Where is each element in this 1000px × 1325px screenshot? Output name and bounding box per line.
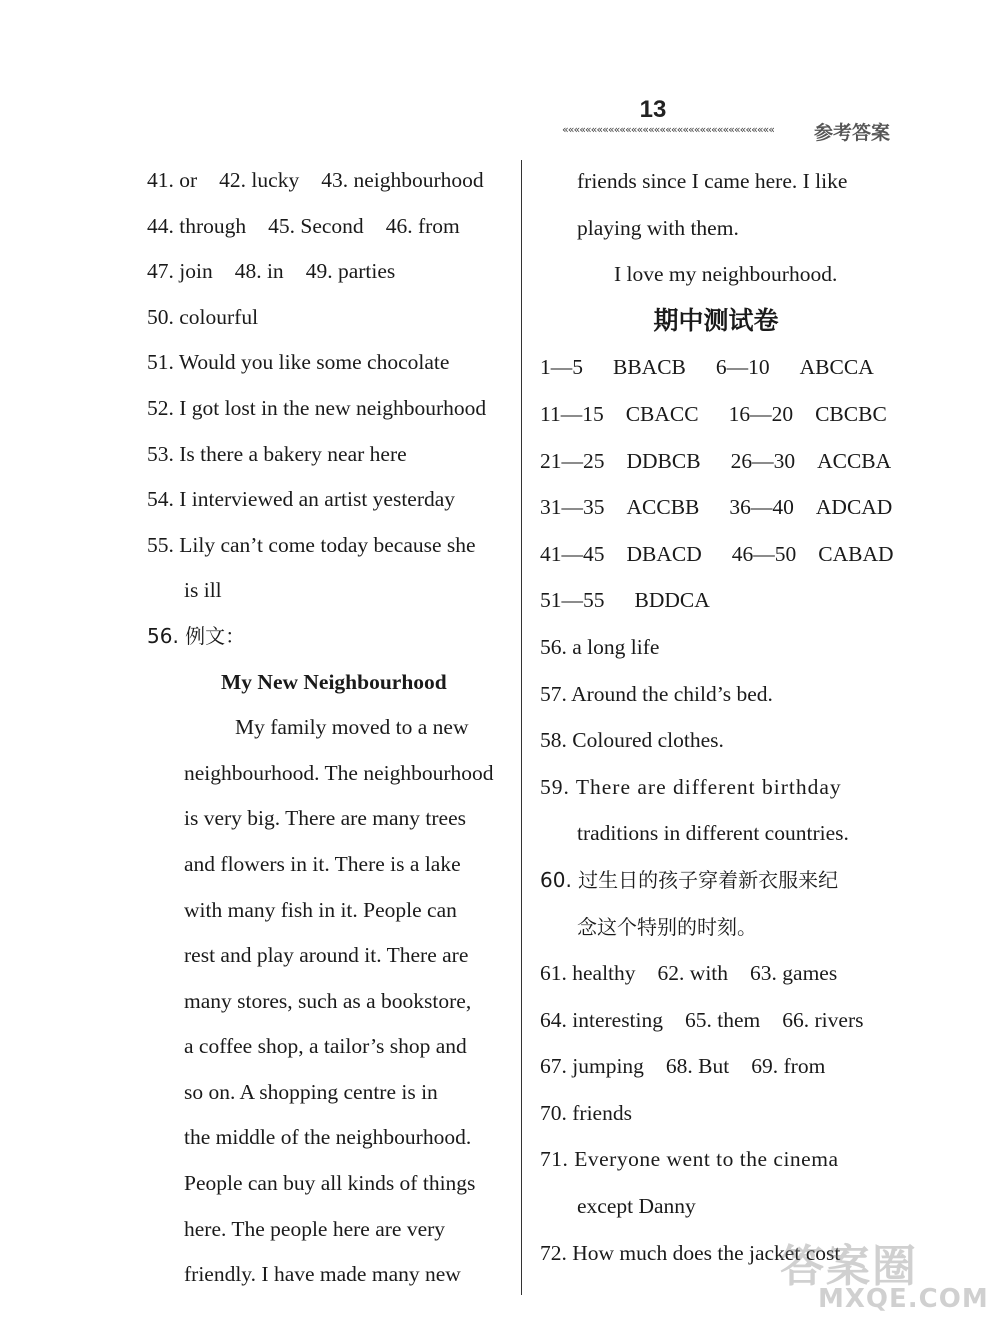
answer-line: 55. Lily can’t come today because she	[147, 532, 476, 557]
essay-line: with many fish in it. People can	[184, 897, 457, 922]
answer-line: 64. interesting 65. them 66. rivers	[540, 1007, 864, 1032]
essay-line: here. The people here are very	[184, 1216, 446, 1241]
essay-line: friendly. I have made many new	[184, 1262, 461, 1287]
mc-answer-line: 51—55 BDDCA	[540, 588, 710, 613]
answer-line: 56. 例文：	[147, 623, 246, 648]
section-label: 参考答案	[814, 122, 891, 144]
answer-line: 47. join 48. in 49. parties	[147, 259, 396, 284]
watermark-logo-text: 答案圈	[780, 1241, 918, 1292]
essay-line: is very big. There are many trees	[184, 806, 466, 831]
answer-line: 58. Coloured clothes.	[540, 728, 724, 753]
answer-line: 59. There are different birthday	[540, 774, 842, 799]
right-column	[540, 158, 902, 1276]
essay-line: My family moved to a new	[235, 715, 469, 740]
answer-line: 72. How much does the jacket cost	[540, 1240, 841, 1265]
essay-line: and flowers in it. There is a lake	[184, 851, 461, 876]
answer-line: 56. a long life	[540, 634, 660, 659]
essay-title: My New Neighbourhood	[221, 669, 447, 694]
mc-answer-line: 21—25 DDBCB 26—30 ACCBA	[540, 448, 892, 473]
answer-line: 念这个特别的时刻。	[577, 914, 757, 939]
header-ornament: «««««««««««««««««««««««««««««««««««««	[562, 123, 775, 136]
essay-line: neighbourhood. The neighbourhood	[184, 760, 494, 785]
essay-line: friends since I came here. I like	[577, 169, 848, 193]
page-number: 13	[639, 96, 667, 123]
column-divider	[521, 160, 522, 1295]
essay-line: I love my neighbourhood.	[614, 262, 838, 287]
section-heading: 期中测试卷	[653, 305, 779, 335]
essay-line: rest and play around it. There are	[184, 943, 469, 968]
answer-line: is ill	[184, 578, 222, 603]
essay-line: a coffee shop, a tailor’s shop and	[184, 1034, 467, 1059]
essay-line: so on. A shopping centre is in	[184, 1079, 438, 1104]
left-column	[147, 158, 507, 1298]
essay-line: many stores, such as a bookstore,	[184, 988, 472, 1013]
answer-line: 41. or 42. lucky 43. neighbourhood	[147, 168, 484, 192]
answer-line: traditions in different countries.	[577, 821, 849, 846]
answer-line: 57. Around the child’s bed.	[540, 681, 773, 706]
mc-answer-line: 11—15 CBACC 16—20 CBCBC	[540, 401, 887, 426]
answer-line: 50. colourful	[147, 304, 259, 329]
answer-line: 71. Everyone went to the cinema	[540, 1147, 839, 1172]
answer-line: 51. Would you like some chocolate	[147, 350, 450, 375]
answer-line: 53. Is there a bakery near here	[147, 441, 407, 466]
answer-line: 54. I interviewed an artist yesterday	[147, 487, 456, 512]
mc-answer-line: 41—45 DBACD 46—50 CABAD	[540, 541, 894, 566]
answer-line: 67. jumping 68. But 69. from	[540, 1054, 826, 1079]
answer-line: 52. I got lost in the new neighbourhood	[147, 395, 487, 420]
essay-line: People can buy all kinds of things	[184, 1171, 476, 1196]
watermark-url: MXQE.COM	[818, 1284, 989, 1314]
answer-line: 60. 过生日的孩子穿着新衣服来纪	[540, 867, 839, 892]
essay-line: the middle of the neighbourhood.	[184, 1125, 472, 1150]
answer-line: 44. through 45. Second 46. from	[147, 213, 460, 238]
essay-line: playing with them.	[577, 215, 739, 240]
answer-line: except Danny	[577, 1194, 696, 1219]
mc-answer-line: 1—5 BBACB 6—10 ABCCA	[540, 355, 874, 380]
answer-line: 70. friends	[540, 1100, 632, 1125]
mc-answer-line: 31—35 ACCBB 36—40 ADCAD	[540, 495, 893, 520]
answer-line: 61. healthy 62. with 63. games	[540, 961, 838, 986]
